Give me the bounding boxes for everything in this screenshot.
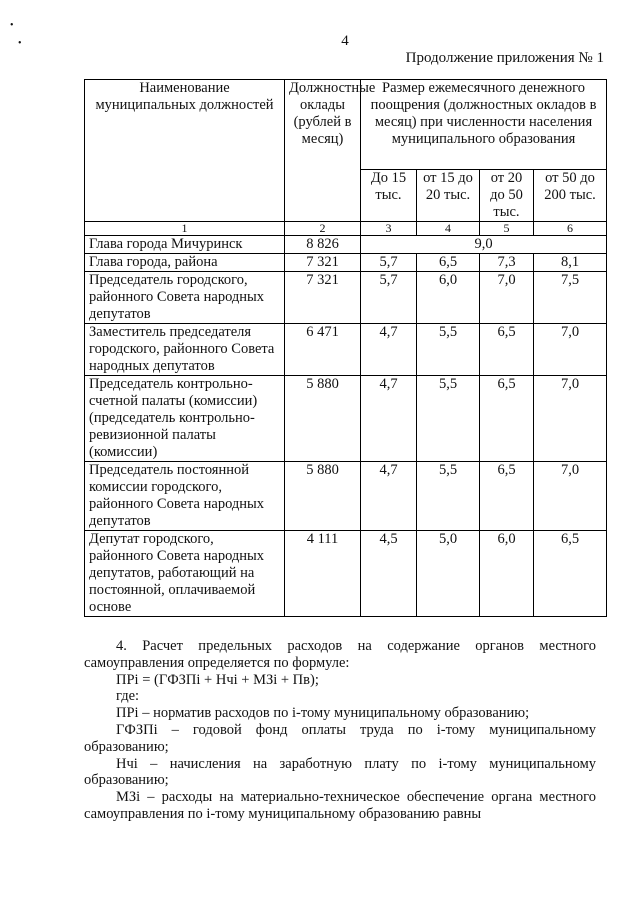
table-row [85, 254, 607, 272]
bonus-value: 7,3 [480, 254, 534, 272]
bonus-value: 7,0 [534, 324, 607, 376]
header-pop-4: от 50 до 200 тыс. [534, 170, 607, 222]
bonus-value: 4,5 [361, 531, 417, 617]
header-pop-1: До 15 тыс. [361, 170, 417, 222]
scan-speck: • [18, 38, 22, 49]
bonus-value: 7,0 [480, 272, 534, 324]
salary-value: 7 321 [285, 272, 361, 324]
header-pop-2: от 15 до 20 тыс. [417, 170, 480, 222]
col-number: 2 [285, 222, 361, 236]
bonus-value: 4,7 [361, 462, 417, 531]
salary-value: 5 880 [285, 376, 361, 462]
bonus-value: 6,5 [480, 462, 534, 531]
table-row [85, 236, 607, 254]
position-name: Председатель контрольно-счетной палаты (комиссии) (председатель контрольно-ревизионной палаты (комиссии) [85, 376, 285, 462]
bonus-value: 6,0 [480, 531, 534, 617]
bonus-value: 5,7 [361, 254, 417, 272]
salary-value: 6 471 [285, 324, 361, 376]
col-number: 4 [417, 222, 480, 236]
bonus-value: 5,5 [417, 324, 480, 376]
header-position-name: Наименование муниципальных должностей [85, 80, 285, 222]
bonus-value: 5,5 [417, 462, 480, 531]
bonus-value: 6,5 [417, 254, 480, 272]
header-salary: Должностные оклады (рублей в месяц) [285, 80, 361, 222]
col-number: 5 [480, 222, 534, 236]
position-name: Председатель постоянной комиссии городского, районного Совета народных депутатов [85, 462, 285, 531]
table-row [85, 531, 607, 617]
bonus-value: 7,0 [534, 376, 607, 462]
salary-table [84, 79, 607, 617]
position-name: Председатель городского, районного Совета народных депутатов [85, 272, 285, 324]
paragraph-mz-definition: МЗi – расходы на материально-техническое обеспечение органа местного самоуправления по i-тому муниципальному образованию равны [84, 789, 596, 822]
bonus-value: 4,7 [361, 324, 417, 376]
table-row [85, 462, 607, 531]
paragraph-gfzp-definition: ГФЗПi – годовой фонд оплаты труда по i-тому муниципальному образованию; [84, 721, 596, 755]
col-number: 6 [534, 222, 607, 236]
table-row [85, 324, 607, 376]
table-row [85, 272, 607, 324]
header-bonus: Размер ежемесячного денежного поощрения (должностных окладов в месяц) при численности населения муниципального образования [361, 80, 607, 170]
where-label: где: [116, 688, 140, 705]
bonus-value: 5,5 [417, 376, 480, 462]
position-name: Депутат городского, районного Совета народных депутатов, работающий на постоянной, оплачиваемой основе [85, 531, 285, 617]
paragraph-calculation: 4. Расчет предельных расходов на содержание органов местного самоуправления определяется по формуле: [84, 638, 596, 671]
bonus-value: 7,5 [534, 272, 607, 324]
salary-value: 4 111 [285, 531, 361, 617]
page-number: 4 [341, 33, 349, 49]
header-pop-3: от 20 до 50 тыс. [480, 170, 534, 222]
bonus-value: 4,7 [361, 376, 417, 462]
bonus-value: 5,0 [417, 531, 480, 617]
formula: ПРi = (ГФЗПi + Нчi + МЗi + Пв); [116, 671, 319, 688]
table-row [85, 376, 607, 462]
body-text [84, 638, 596, 823]
salary-value: 8 826 [285, 236, 361, 254]
bonus-value: 8,1 [534, 254, 607, 272]
bonus-value: 7,0 [534, 462, 607, 531]
paragraph-nch-definition: Нчi – начисления на заработную плату по i-тому муниципальному образованию; [84, 755, 596, 789]
salary-value: 7 321 [285, 254, 361, 272]
appendix-label: Продолжение приложения № 1 [405, 50, 604, 66]
scan-speck: • [10, 20, 14, 31]
paragraph-pr-definition: ПРi – норматив расходов по i-тому муниципальному образованию; [116, 705, 530, 722]
col-number: 3 [361, 222, 417, 236]
bonus-value: 6,0 [417, 272, 480, 324]
position-name: Заместитель председателя городского, районного Совета народных депутатов [85, 324, 285, 376]
position-name: Глава города Мичуринск [85, 236, 285, 254]
col-number: 1 [85, 222, 285, 236]
bonus-value: 5,7 [361, 272, 417, 324]
bonus-merged-value: 9,0 [361, 236, 607, 254]
position-name: Глава города, района [85, 254, 285, 272]
salary-value: 5 880 [285, 462, 361, 531]
bonus-value: 6,5 [534, 531, 607, 617]
bonus-value: 6,5 [480, 324, 534, 376]
bonus-value: 6,5 [480, 376, 534, 462]
